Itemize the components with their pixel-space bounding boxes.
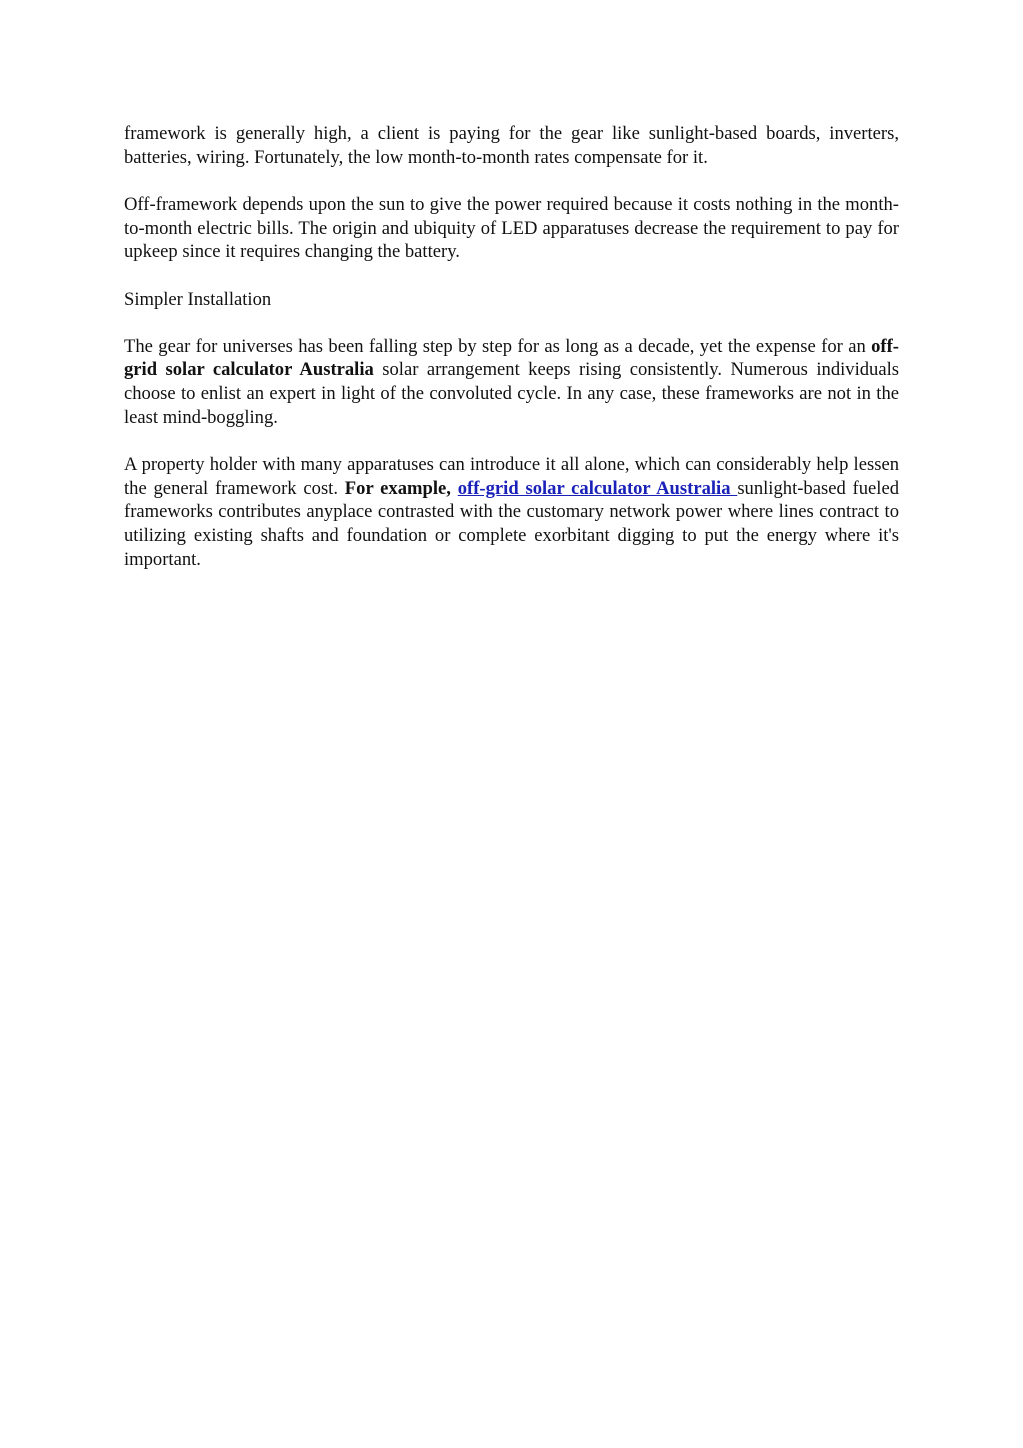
off-grid-calculator-link[interactable]: off-grid solar calculator Australia	[457, 477, 738, 499]
paragraph-off-framework: Off-framework depends upon the sun to give the power required because it costs nothing in the month-to-month electric bills. The origin and ubiquity of LED apparatuses decrease the requirement to pay for upkeep since it requires changing the battery.	[124, 193, 899, 263]
bold-keyword: off-grid solar calculator Australia	[124, 335, 899, 381]
paragraph-property-text-before: A property holder with many apparatuses can introduce it all alone, which can considerably help lessen the general framework cost.	[124, 454, 899, 499]
section-heading: Simpler Installation	[124, 288, 272, 310]
paragraph-property-holder	[124, 453, 899, 572]
paragraph-property-text-after: sunlight-based fueled frameworks contributes anyplace contrasted with the customary network power where lines contract to utilizing existing shafts and foundation or complete exorbitant digging to put the energy where it's important.	[124, 477, 900, 570]
paragraph-gear-text-before: The gear for universes has been falling step by step for as long as a decade, yet the expense for an	[124, 335, 872, 357]
paragraph-framework-cost: framework is generally high, a client is paying for the gear like sunlight-based boards, inverters, batteries, wiring. Fortunately, the low month-to-month rates compensate for it.	[124, 123, 899, 168]
bold-example: For example,	[344, 477, 451, 499]
paragraph-gear	[124, 335, 899, 430]
paragraph-gear-text-after: solar arrangement keeps rising consistently. Numerous individuals choose to enlist an expert in light of the convoluted cycle. In any case, these frameworks are not in the least mind-boggling.	[124, 359, 899, 428]
document-body	[124, 122, 899, 595]
